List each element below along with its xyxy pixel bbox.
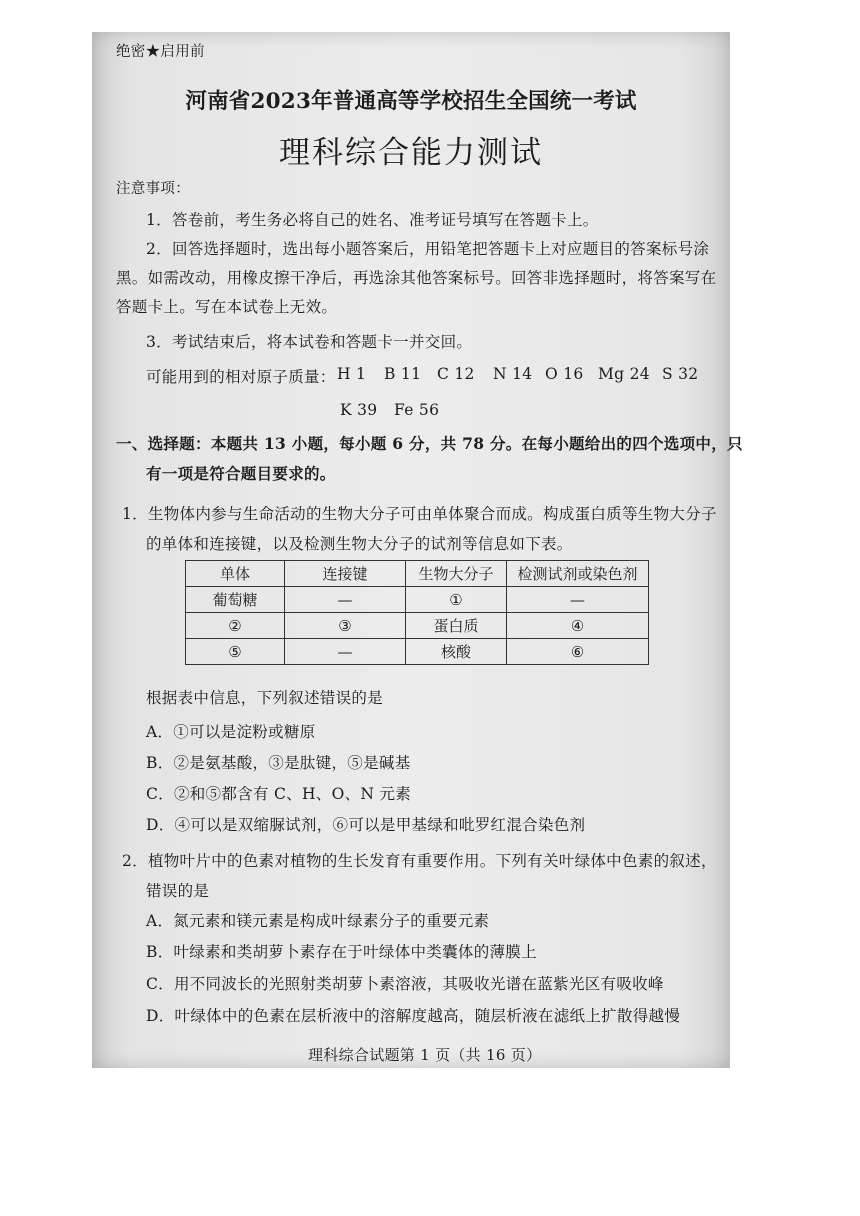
q1-option-c: C．②和⑤都含有 C、H、O、N 元素	[146, 785, 412, 803]
q1-stem-cont: 的单体和连接键，以及检测生物大分子的试剂等信息如下表。	[146, 535, 573, 553]
page-footer: 理科综合试题第 1 页（共 16 页）	[308, 1046, 542, 1064]
q1-option-d: D．④可以是双缩脲试剂，⑥可以是甲基绿和吡罗红混合染色剂	[146, 816, 586, 834]
atomic-mass: C 12	[437, 365, 475, 383]
secret-label: 绝密★启用前	[116, 44, 205, 60]
table-row	[186, 587, 649, 613]
section-heading-cont: 有一项是符合题目要求的。	[146, 464, 336, 483]
note-item-2-cont: 黑。如需改动，用橡皮擦干净后，再选涂其他答案标号。回答非选择题时，将答案写在	[116, 269, 717, 287]
q1-table	[185, 560, 649, 665]
table-cell: 蛋白质	[406, 613, 507, 639]
atomic-mass: N 14	[493, 365, 533, 383]
q2-option-b: B．叶绿素和类胡萝卜素存在于叶绿体中类囊体的薄膜上	[146, 943, 537, 961]
notes-heading: 注意事项：	[116, 181, 190, 197]
table-cell: ⑥	[507, 639, 649, 665]
atomic-mass: S 32	[662, 365, 699, 383]
table-row	[186, 613, 649, 639]
table-cell: ③	[285, 613, 406, 639]
q1-question: 根据表中信息，下列叙述错误的是	[146, 689, 384, 707]
table-header-cell: 生物大分子	[406, 561, 507, 587]
exam-title: 河南省2023年普通高等学校招生全国统一考试	[185, 89, 637, 114]
note-item-2: 2．回答选择题时，选出每小题答案后，用铅笔把答题卡上对应题目的答案标号涂	[146, 240, 710, 258]
q2-option-c: C．用不同波长的光照射类胡萝卜素溶液，其吸收光谱在蓝紫光区有吸收峰	[146, 975, 664, 993]
table-cell: —	[285, 639, 406, 665]
note-item-2-end: 答题卡上。写在本试卷上无效。	[116, 298, 338, 316]
table-cell: —	[285, 587, 406, 613]
section-heading: 一、选择题：本题共 13 小题，每小题 6 分，共 78 分。在每小题给出的四个选项中，只	[116, 434, 743, 453]
table-cell: ④	[507, 613, 649, 639]
exam-paper-photo	[92, 32, 743, 1068]
table-cell: 葡萄糖	[186, 587, 285, 613]
table-cell: ⑤	[186, 639, 285, 665]
atomic-mass: O 16	[545, 365, 584, 383]
note-item-3: 3．考试结束后，将本试卷和答题卡一并交回。	[146, 333, 473, 351]
atomic-mass: B 11	[384, 365, 422, 383]
table-header-cell: 单体	[186, 561, 285, 587]
q1-option-b: B．②是氨基酸，③是肽键，⑤是碱基	[146, 754, 411, 772]
atomic-mass: H 1	[337, 365, 367, 383]
q1-option-a: A．①可以是淀粉或糖原	[146, 723, 316, 741]
table-header-cell: 检测试剂或染色剂	[507, 561, 649, 587]
table-cell: —	[507, 587, 649, 613]
table-cell: ②	[186, 613, 285, 639]
table-cell: 核酸	[406, 639, 507, 665]
q2-stem: 2．植物叶片中的色素对植物的生长发育有重要作用。下列有关叶绿体中色素的叙述，	[122, 852, 717, 870]
atomic-mass: K 39	[340, 401, 378, 419]
q2-stem-cont: 错误的是	[146, 882, 210, 900]
q2-option-d: D．叶绿体中的色素在层析液中的溶解度越高，随层析液在滤纸上扩散得越慢	[146, 1007, 681, 1025]
atomic-mass: Fe 56	[394, 401, 440, 419]
atomic-mass: Mg 24	[598, 365, 650, 383]
q1-stem: 1．生物体内参与生命活动的生物大分子可由单体聚合而成。构成蛋白质等生物大分子	[122, 505, 717, 523]
table-header-cell: 连接键	[285, 561, 406, 587]
table-header-row	[186, 561, 649, 587]
q2-option-a: A．氮元素和镁元素是构成叶绿素分子的重要元素	[146, 912, 490, 930]
table-row	[186, 639, 649, 665]
atomic-mass-label: 可能用到的相对原子质量：	[146, 368, 336, 386]
exam-subtitle: 理科综合能力测试	[279, 135, 543, 171]
table-cell: ①	[406, 587, 507, 613]
note-item-1: 1．答卷前，考生务必将自己的姓名、准考证号填写在答题卡上。	[146, 211, 599, 229]
